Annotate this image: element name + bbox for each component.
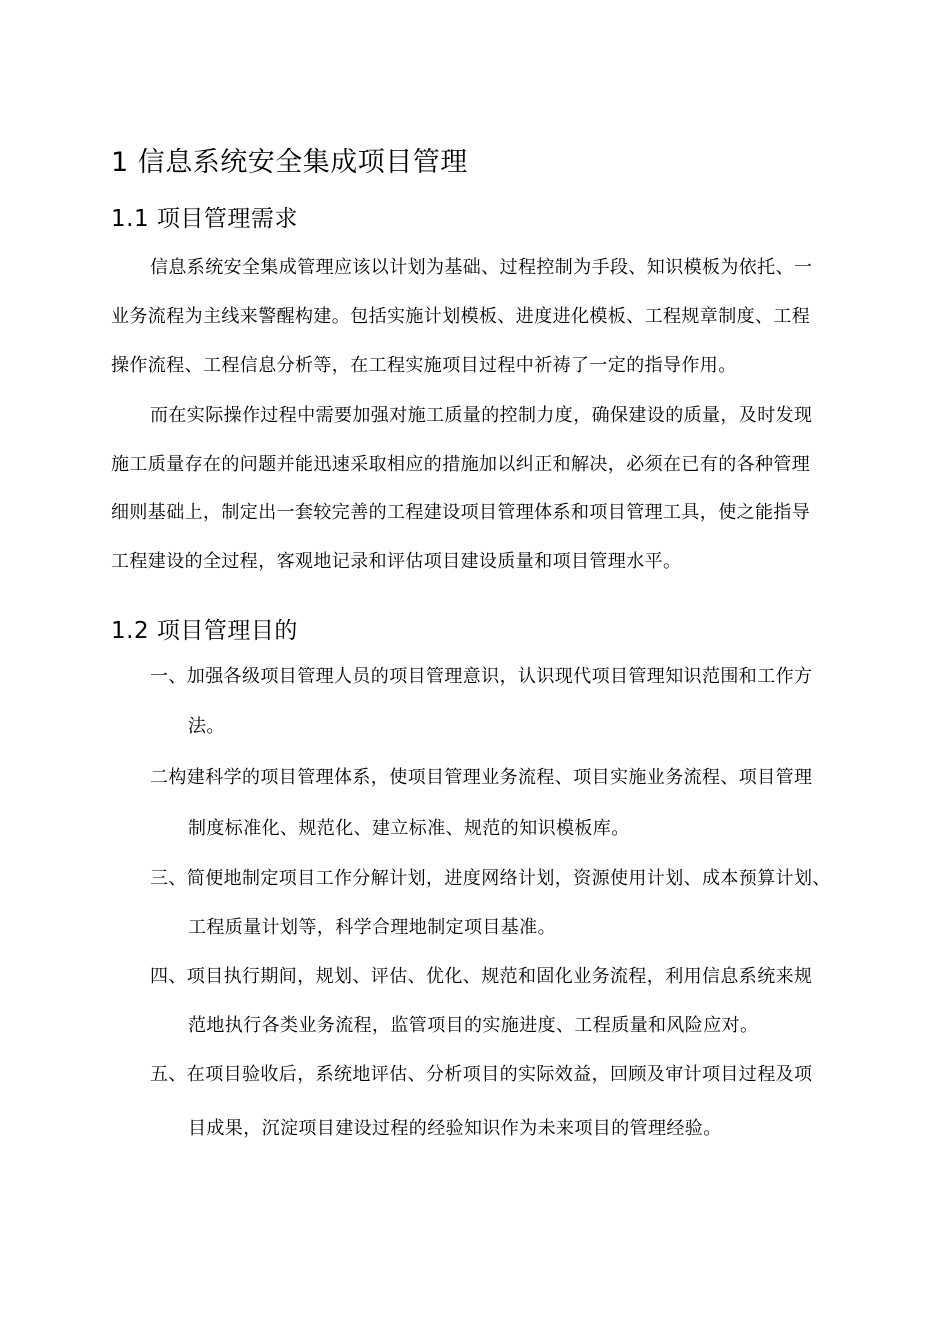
section-heading-1-1: 1.1 项目管理需求 (111, 206, 298, 232)
paragraph-line: 施工质量存在的问题并能迅速采取相应的措施加以纠正和解决，必须在已有的各种管理 (111, 454, 811, 475)
list-item-line: 一、加强各级项目管理人员的项目管理意识，认识现代项目管理知识范围和工作方 (150, 666, 813, 687)
paragraph-line: 而在实际操作过程中需要加强对施工质量的控制力度，确保建设的质量，及时发现 (150, 405, 813, 426)
document-title: 1 信息系统安全集成项目管理 (111, 147, 468, 178)
paragraph-line: 业务流程为主线来警醒构建。包括实施计划模板、进度进化模板、工程规章制度、工程 (111, 306, 811, 327)
list-item-line: 五、在项目验收后，系统地评估、分析项目的实际效益，回顾及审计项目过程及项 (150, 1064, 813, 1085)
list-item-line: 范地执行各类业务流程，监管项目的实施进度、工程质量和风险应对。 (188, 1015, 759, 1036)
section-heading-1-2: 1.2 项目管理目的 (111, 618, 298, 644)
list-item-line: 制度标准化、规范化、建立标准、规范的知识模板库。 (188, 818, 630, 839)
list-item-line: 目成果，沉淀项目建设过程的经验知识作为未来项目的管理经验。 (188, 1118, 722, 1139)
list-item-line: 工程质量计划等，科学合理地制定项目基准。 (188, 917, 556, 938)
paragraph-line: 工程建设的全过程，客观地记录和评估项目建设质量和项目管理水平。 (111, 551, 682, 572)
list-item-line: 法。 (188, 716, 225, 737)
paragraph-line: 信息系统安全集成管理应该以计划为基础、过程控制为手段、知识模板为依托、一 (150, 257, 813, 278)
list-item-line: 三、简便地制定项目工作分解计划，进度网络计划，资源使用计划、成本预算计划、 (150, 868, 831, 889)
list-item-line: 二构建科学的项目管理体系，使项目管理业务流程、项目实施业务流程、项目管理 (150, 767, 813, 788)
list-item-line: 四、项目执行期间，规划、评估、优化、规范和固化业务流程，利用信息系统来规 (150, 966, 813, 987)
paragraph-line: 操作流程、工程信息分析等，在工程实施项目过程中祈祷了一定的指导作用。 (111, 355, 737, 376)
paragraph-line: 细则基础上，制定出一套较完善的工程建设项目管理体系和项目管理工具，使之能指导 (111, 502, 811, 523)
